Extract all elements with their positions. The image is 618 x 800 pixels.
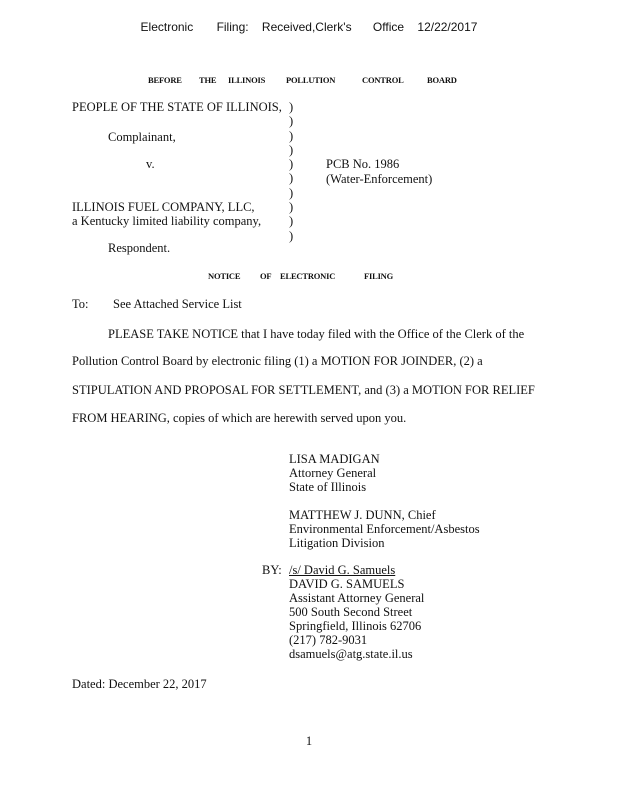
- notice-body-line: FROM HEARING, copies of which are herewith served upon you.: [72, 411, 407, 425]
- signer-block: [289, 563, 424, 661]
- filing-header: [0, 20, 618, 34]
- filing-header-date: 12/22/2017: [417, 20, 478, 34]
- filing-header-part3: Received,Clerk's: [261, 20, 352, 34]
- caption-paren: ): [289, 157, 294, 172]
- board-title-word: ILLINOIS: [228, 75, 266, 85]
- case-type: (Water-Enforcement): [326, 172, 433, 186]
- board-title-word: THE: [199, 75, 217, 85]
- notice-body-line: STIPULATION AND PROPOSAL FOR SETTLEMENT, and (3) a MOTION FOR RELIEF: [72, 383, 535, 397]
- caption-defendant-description: a Kentucky limited liability company,: [72, 214, 262, 228]
- dated-line: Dated: December 22, 2017: [72, 677, 207, 691]
- notice-body-line: PLEASE TAKE NOTICE that I have today filed with the Office of the Clerk of the: [108, 327, 525, 341]
- board-title: [0, 75, 618, 87]
- notice-title-word: ELECTRONIC: [280, 271, 336, 281]
- caption-paren: ): [289, 114, 294, 129]
- notice-title-word: NOTICE: [208, 271, 241, 281]
- by-label: BY:: [262, 563, 282, 577]
- filing-header-part1: Electronic: [140, 20, 194, 34]
- to-value: See Attached Service List: [113, 297, 242, 311]
- filing-header-part4: Office: [372, 20, 405, 34]
- attorney-general-name: LISA MADIGAN: [289, 452, 380, 466]
- signer-address-line2: Springfield, Illinois 62706: [289, 619, 422, 633]
- to-label: To:: [72, 297, 89, 311]
- attorney-general-state: State of Illinois: [289, 480, 367, 494]
- notice-title-word: OF: [260, 271, 272, 281]
- attorney-general-block: [289, 452, 380, 494]
- caption-plaintiff: PEOPLE OF THE STATE OF ILLINOIS,: [72, 100, 282, 114]
- filing-header-part2: Filing:: [216, 20, 249, 34]
- signer-phone: (217) 782-9031: [289, 633, 368, 647]
- caption-divider: [289, 100, 299, 243]
- board-title-word: POLLUTION: [286, 75, 336, 85]
- caption-versus: v.: [146, 157, 155, 171]
- division-chief-division: Litigation Division: [289, 536, 385, 550]
- case-number: PCB No. 1986: [326, 157, 400, 171]
- division-chief-title: Environmental Enforcement/Asbestos: [289, 522, 480, 536]
- caption-paren: ): [289, 128, 294, 143]
- electronic-signature: /s/ David G. Samuels: [289, 563, 396, 577]
- caption-paren: ): [289, 228, 294, 243]
- page-number: 1: [305, 734, 313, 748]
- signer-email: dsamuels@atg.state.il.us: [289, 647, 413, 661]
- caption-paren: ): [289, 200, 294, 215]
- board-title-word: CONTROL: [362, 75, 404, 85]
- notice-title-word: FILING: [364, 271, 394, 281]
- caption-paren: ): [289, 142, 294, 157]
- signer-name: DAVID G. SAMUELS: [289, 577, 405, 591]
- signer-title: Assistant Attorney General: [289, 591, 425, 605]
- signer-address-line1: 500 South Second Street: [289, 605, 413, 619]
- notice-title: [0, 271, 618, 283]
- caption-paren: ): [289, 100, 294, 114]
- board-title-word: BEFORE: [148, 75, 182, 85]
- division-chief-block: [289, 508, 480, 550]
- board-title-word: BOARD: [427, 75, 457, 85]
- notice-body-line: Pollution Control Board by electronic filing (1) a MOTION FOR JOINDER, (2) a: [72, 354, 483, 368]
- caption-plaintiff-role: Complainant,: [108, 130, 176, 144]
- caption-paren: ): [289, 185, 294, 200]
- caption-paren: ): [289, 171, 294, 186]
- caption-defendant: ILLINOIS FUEL COMPANY, LLC,: [72, 200, 255, 214]
- caption-paren: ): [289, 214, 294, 229]
- division-chief-name: MATTHEW J. DUNN, Chief: [289, 508, 436, 522]
- caption-defendant-role: Respondent.: [108, 241, 171, 255]
- attorney-general-title: Attorney General: [289, 466, 377, 480]
